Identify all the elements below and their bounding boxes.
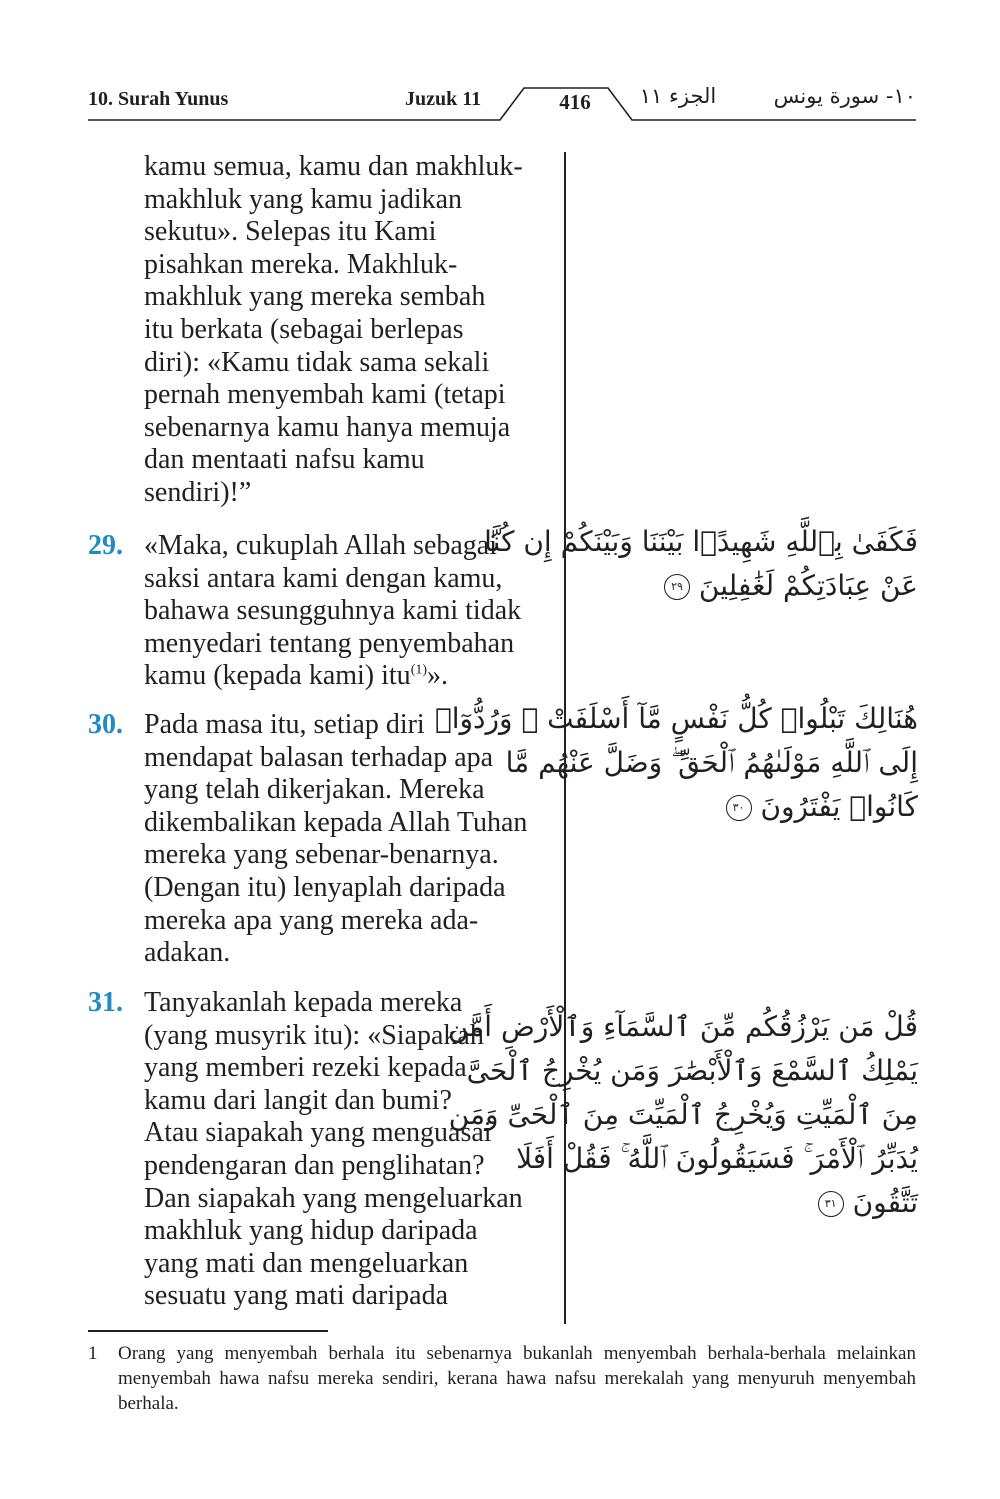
verse-30-arabic — [434, 697, 918, 829]
verse-29-text: «Maka, cukuplah Allah sebagai saksi antara kami dengan kamu, bahawa sesungguhnya kami tidak menyedari tentang penyembahan kamu (kepada kami) itu — [144, 530, 522, 692]
arabic-line: يَمْلِكُ ٱلسَّمْعَ وَٱلْأَبْصَٰرَ وَمَن يُخْرِجُ ٱلْحَىَّ — [466, 1054, 918, 1087]
arabic-line: تَتَّقُونَ ٣١ — [573, 1181, 918, 1225]
arabic-line: عَنْ عِبَادَتِكُمْ لَغَٰفِلِينَ ٢٩ — [573, 564, 918, 608]
arabic-line: هُنَالِكَ تَبْلُوا۟ كُلُّ نَفْسٍ مَّآ أَسْلَفَتْ ۚ وَرُدُّوٓا۟ — [434, 702, 918, 735]
arabic-line: يُدَبِّرُ ٱلْأَمْرَ ۚ فَسَيَقُولُونَ ٱللَّهُ ۚ فَقُلْ أَفَلَا — [516, 1142, 918, 1175]
footnote-rule — [88, 1330, 328, 1332]
surah-title-arabic: ١٠- سورة يونس — [773, 84, 916, 108]
verse-29-arabic — [484, 520, 918, 608]
juz-label-arabic: الجزء ١١ — [639, 84, 717, 108]
verse-31-translation: Tanyakanlah kepada mereka (yang musyrik itu): «Siapakah yang memberi rezeki kepada kamu dari langit dan bumi? Atau siapakah yang menguasai pendengaran dan penglihatan? Dan siapakah yang mengeluarkan makhluk yang hidup daripada yang mati dan mengeluarkan sesuatu yang mati daripada — [144, 987, 523, 1312]
arabic-line: كَانُوا۟ يَفْتَرُونَ ٣٠ — [573, 785, 918, 829]
footnote-text: Orang yang menyembah berhala itu sebenarnya bukanlah menyembah berhala-berhala melainkan menyembah hawa nafsu mereka sendiri, kerana hawa nafsu merekalah yang menyuruh menyembah berhala. — [118, 1343, 916, 1414]
page-header — [88, 82, 916, 126]
arabic-line: إِلَى ٱللَّهِ مَوْلَىٰهُمُ ٱلْحَقِّ ۖ وَضَلَّ عَنْهُم مَّا — [505, 746, 918, 779]
verse-number-29: 29. — [88, 530, 123, 561]
page-number: 416 — [559, 90, 591, 114]
arabic-line: فَكَفَىٰ بِٱللَّهِ شَهِيدًۢا بَيْنَنَا وَبَيْنَكُمْ إِن كُنَّا — [484, 525, 918, 558]
juz-label-latin: Juzuk 11 — [405, 88, 482, 110]
intro-translation: kamu semua, kamu dan makhluk- makhluk yang kamu jadikan sekutu». Selepas itu Kami pisahkan mereka. Makhluk- makhluk yang mereka sembah itu berkata (sebagai berlepas diri): «Kamu tidak sama sekali pernah menyembah kami (tetapi sebenarnya kamu hanya memuja dan mentaati nafsu kamu sendiri)!” — [144, 151, 523, 508]
footnote-ref[interactable]: (1) — [410, 663, 428, 679]
verse-31-arabic — [447, 1005, 918, 1225]
arabic-line: قُلْ مَن يَرْزُقُكُم مِّنَ ٱلسَّمَآءِ وَٱلْأَرْضِ أَمَّن — [447, 1010, 918, 1043]
arabic-line: مِنَ ٱلْمَيِّتِ وَيُخْرِجُ ٱلْمَيِّتَ مِنَ ٱلْحَىِّ وَمَن — [448, 1098, 918, 1131]
ayah-end-marker: ٣٠ — [726, 795, 752, 821]
verse-29-text-end: ». — [427, 660, 449, 692]
footnote-number: 1 — [88, 1343, 98, 1364]
verse-number-30: 30. — [88, 709, 123, 740]
ayah-end-marker: ٣١ — [818, 1191, 844, 1217]
ayah-end-marker: ٢٩ — [664, 574, 690, 600]
verse-number-31: 31. — [88, 987, 123, 1018]
surah-title-latin: 10. Surah Yunus — [88, 88, 229, 110]
verse-30-translation: Pada masa itu, setiap diri mendapat balasan terhadap apa yang telah dikerjakan. Mereka dikembalikan kepada Allah Tuhan mereka yang sebenar-benarnya. (Dengan itu) lenyaplah daripada mereka apa yang mereka ada- adakan. — [144, 709, 528, 969]
